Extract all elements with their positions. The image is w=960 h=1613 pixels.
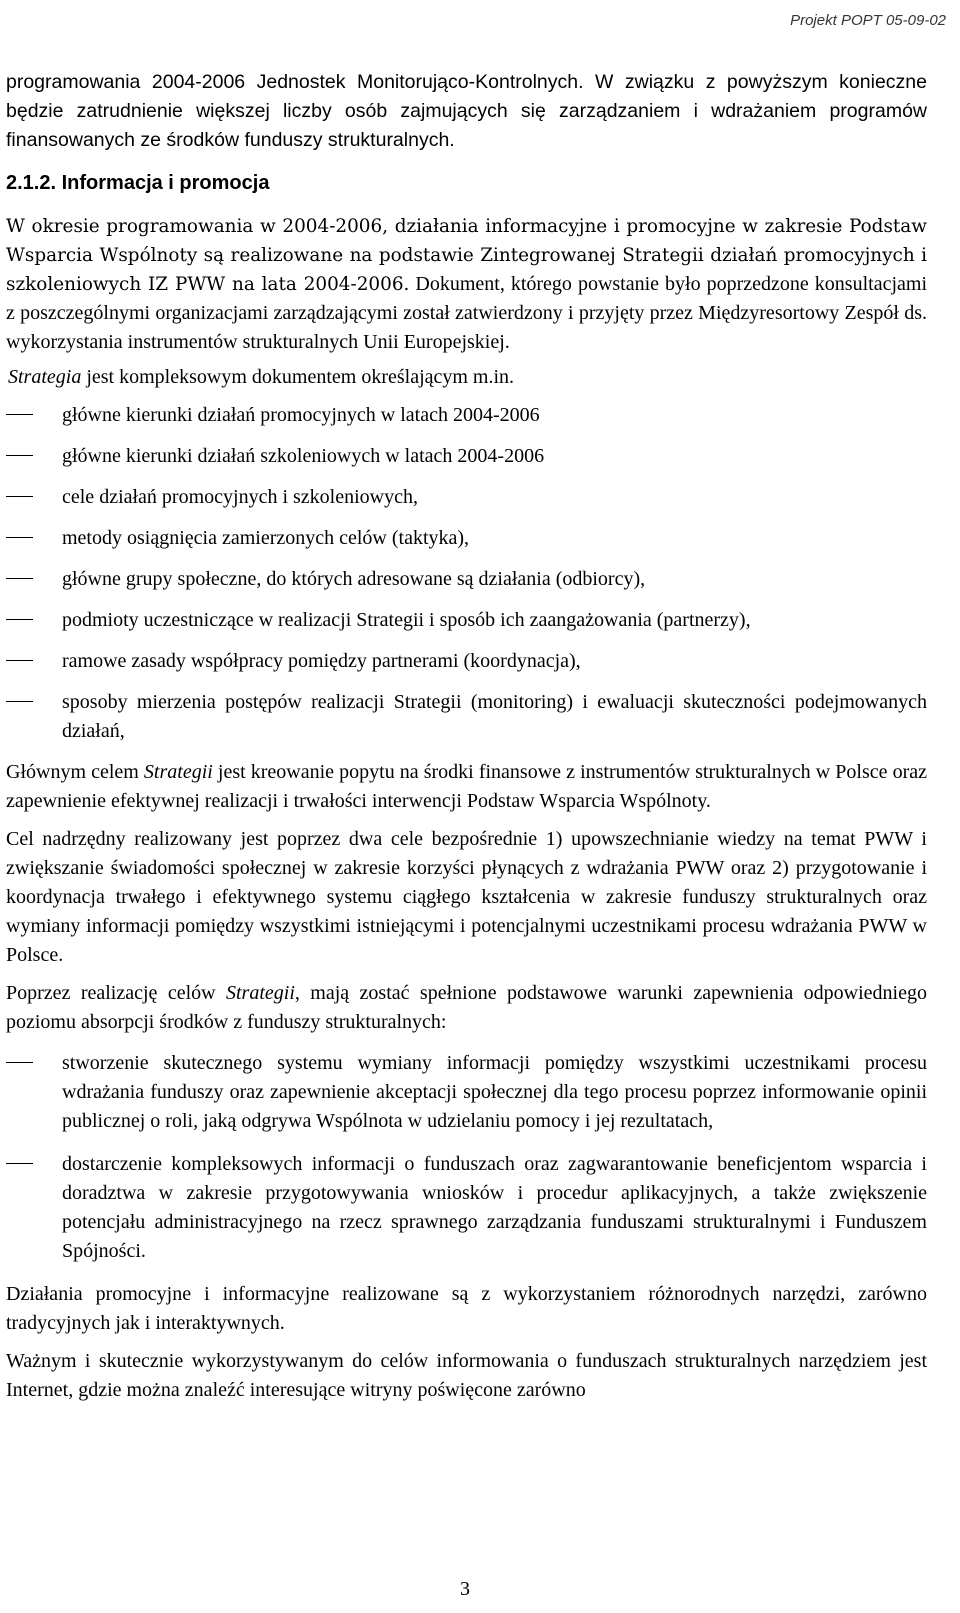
list-item	[6, 1049, 927, 1136]
list-item-text: podmioty uczestniczące w realizacji Strategii i sposób ich zaangażowania (partnerzy),	[62, 609, 751, 631]
list-item-text: stworzenie skutecznego systemu wymiany informacji pomiędzy wszystkimi uczestnikami procesu wdrażania funduszy oraz zapewnienie akceptacji społecznej dla tego procesu poprzez informowanie opinii publicznej o roli, jaką odgrywa Wspólnota w udzielaniu pomocy i jej rezultatach,	[62, 1052, 927, 1132]
intro-paragraph: programowania 2004-2006 Jednostek Monitorująco-Kontrolnych. W związku z powyższym konieczne będzie zatrudnienie większej liczby osób zajmujących się zarządzaniem i wdrażaniem programów finansowanych ze środków funduszy strukturalnych.	[6, 71, 927, 151]
dash-bullet-icon	[6, 660, 33, 661]
list-item-text: metody osiągnięcia zamierzonych celów (taktyka),	[62, 527, 470, 549]
document-body	[6, 68, 927, 1414]
paragraph-main-goal-before: Głównym celem	[6, 761, 144, 783]
paragraph-strategy-basis-part-b: Dokument, którego powstanie było poprzedzone konsultacjami z poszczególnymi organizacjami zarządzającymi został zatwierdzony i przyjęty przez Międzyresortowy Zespół ds. wykorzystania instrumentów strukturalnych Unii Europejskiej.	[6, 273, 927, 353]
strategy-intro-rest: jest kompleksowym dokumentem określającym m.in.	[81, 366, 515, 388]
page-header-project-tag: Projekt POPT 05-09-02	[790, 12, 946, 29]
list-item	[6, 524, 927, 553]
list-item	[6, 565, 927, 594]
paragraph-conditions-after: , mają zostać spełnione podstawowe warunki zapewnienia odpowiedniego poziomu absorpcji środków z funduszy strukturalnych:	[6, 982, 927, 1033]
list-item	[6, 1150, 927, 1266]
dash-bullet-icon	[6, 1163, 33, 1164]
paragraph-main-goal-after: jest kreowanie popytu na środki finansowe z instrumentów strukturalnych w Polsce oraz zapewnienie efektywnej realizacji i trwałości interwencji Podstaw Wsparcia Wspólnoty.	[6, 761, 927, 812]
paragraph-conditions-before: Poprzez realizację celów	[6, 982, 226, 1004]
list-item	[6, 401, 927, 430]
section-number: 2.1.2.	[6, 172, 57, 194]
dash-bullet-icon	[6, 537, 33, 538]
strategy-intro-line	[8, 363, 927, 392]
list-item-text: główne kierunki działań promocyjnych w latach 2004-2006	[62, 404, 540, 426]
paragraph-strategy-basis	[6, 212, 927, 357]
list-item	[6, 606, 927, 635]
dash-bullet-icon	[6, 1062, 33, 1063]
paragraph-internet: Ważnym i skutecznie wykorzystywanym do celów informowania o funduszach strukturalnych narzędziem jest Internet, gdzie można znaleźć interesujące witryny poświęcone zarówno	[6, 1350, 927, 1401]
list-item	[6, 442, 927, 471]
paragraph-conditions-italic: Strategii	[225, 982, 295, 1004]
dash-bullet-icon	[6, 578, 33, 579]
paragraph-conditions	[6, 979, 927, 1037]
list-item	[6, 647, 927, 676]
list-item-text: cele działań promocyjnych i szkoleniowych,	[62, 486, 418, 508]
strategy-intro-italic: Strategia	[8, 366, 82, 388]
paragraph-main-goal	[6, 758, 927, 816]
list-item-text: dostarczenie kompleksowych informacji o funduszach oraz zagwarantowanie beneficjentom wsparcia i doradztwa w zakresie przygotowywania wniosków i procedur aplikacyjnych, a także zwiększenie potencjału administracyjnego na rzecz sprawnego zarządzania funduszami strukturalnymi i Funduszem Spójności.	[62, 1153, 927, 1262]
condition-items-list	[6, 1049, 927, 1266]
dash-bullet-icon	[6, 414, 33, 415]
list-item-text: sposoby mierzenia postępów realizacji Strategii (monitoring) i ewaluacji skuteczności podejmowanych działań,	[62, 691, 927, 742]
section-title: Informacja i promocja	[61, 172, 270, 194]
paragraph-aims: Cel nadrzędny realizowany jest poprzez dwa cele bezpośrednie 1) upowszechnianie wiedzy na temat PWW i zwiększanie świadomości społecznej w zakresie korzyści płynących z wdrażania PWW oraz 2) przygotowanie i koordynacja trwałego i efektywnego systemu ciągłego kształcenia w zakresie funduszy strukturalnych oraz wymiany informacji pomiędzy wszystkimi istniejącymi i potencjalnymi uczestnikami procesu wdrażania PWW w Polsce.	[6, 828, 927, 966]
list-item	[6, 483, 927, 512]
list-item-text: główne grupy społeczne, do których adresowane są działania (odbiorcy),	[62, 568, 646, 590]
list-item-text: główne kierunki działań szkoleniowych w latach 2004-2006	[62, 445, 545, 467]
page-number: 3	[460, 1578, 470, 1600]
list-item	[6, 688, 927, 746]
dash-bullet-icon	[6, 701, 33, 702]
strategy-items-list	[6, 401, 927, 746]
dash-bullet-icon	[6, 619, 33, 620]
paragraph-strategy-basis-part-a: W okresie programowania w 2004-2006, działania informacyjne i promocyjne w zakresie Podstaw Wsparcia Wspólnoty są realizowane na podstawie Zintegrowanej Strategii działań promocyjnych i szkoleniowych IZ PWW na lata 2004-2006.	[6, 216, 927, 295]
list-item-text: ramowe zasady współpracy pomiędzy partnerami (koordynacja),	[62, 650, 581, 672]
paragraph-tools: Działania promocyjne i informacyjne realizowane są z wykorzystaniem różnorodnych narzędzi, zarówno tradycyjnych jak i interaktywnych.	[6, 1283, 927, 1334]
paragraph-main-goal-italic: Strategii	[143, 761, 213, 783]
dash-bullet-icon	[6, 496, 33, 497]
section-heading	[6, 169, 927, 198]
dash-bullet-icon	[6, 455, 33, 456]
